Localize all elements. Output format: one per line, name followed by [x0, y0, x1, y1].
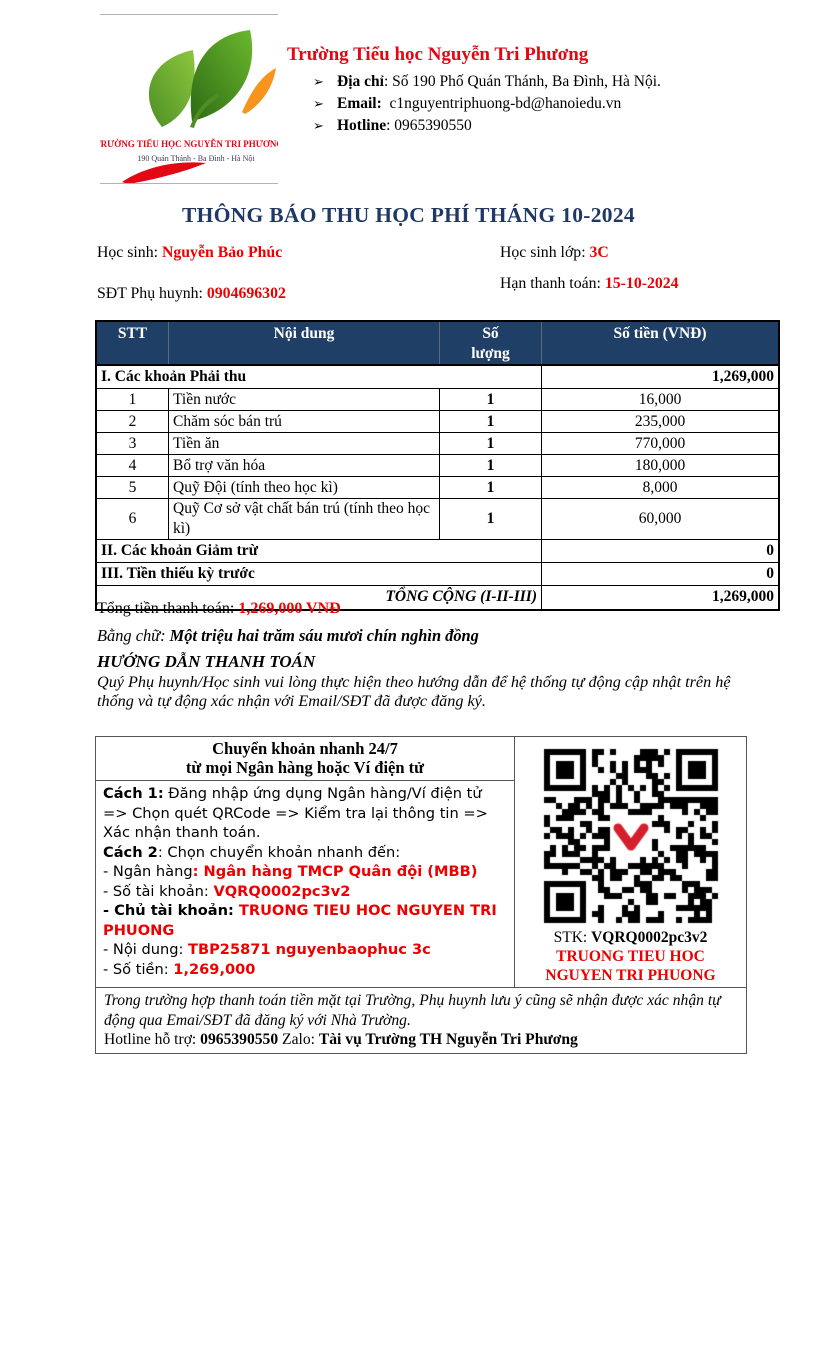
qr-code: [538, 743, 724, 929]
col-header-soluong-text: Số lượng: [471, 325, 510, 362]
item-qty: 1: [440, 433, 542, 455]
account-value: VQRQ0002pc3v2: [213, 882, 351, 900]
fee-table-header-row: [96, 321, 779, 365]
item-stt: 5: [96, 477, 169, 499]
section2-label: II. Các khoản Giảm trừ: [96, 539, 542, 562]
student-name-line: [97, 244, 282, 262]
red-swoosh-icon: [122, 162, 206, 183]
email-value: c1nguyentriphuong-bd@hanoiedu.vn: [389, 95, 622, 112]
payment-title-line1: Chuyển khoản nhanh 24/7: [212, 739, 398, 758]
student-class-line: [500, 244, 609, 262]
item-stt: 6: [96, 499, 169, 540]
col-header-soluong: [440, 321, 542, 365]
student-name-value: Nguyễn Bảo Phúc: [161, 244, 283, 261]
total-amount: 1,269,000: [542, 585, 780, 610]
zalo-label: Zalo:: [278, 1031, 319, 1048]
memo-label: - Nội dung:: [103, 941, 189, 959]
amount-label: - Số tiền:: [103, 960, 174, 978]
method2-label: Cách 2: [103, 843, 158, 861]
total-label: TỔNG CỘNG (I-II-III): [96, 585, 542, 610]
leaf-left-icon: [149, 50, 195, 127]
leaf-right-icon: [191, 30, 252, 121]
qr-panel: [515, 737, 747, 988]
due-date-value: 15-10-2024: [604, 275, 679, 292]
section1-amount: 1,269,000: [542, 365, 780, 389]
hotline-value: 0965390550: [394, 117, 472, 134]
item-name: Quỹ Đội (tính theo học kì): [169, 477, 440, 499]
item-amount: 180,000: [542, 455, 780, 477]
bank-value: : Ngân hàng TMCP Quân đội (MBB): [192, 863, 478, 881]
section3-amount: 0: [542, 562, 780, 585]
method1-text: Đăng nhập ứng dụng Ngân hàng/Ví điện tử => Chọn quét QRCode => Kiểm tra lại thông tin => Xác nhận thanh toán.: [103, 785, 488, 842]
table-row: [96, 455, 779, 477]
amount-in-words-line: [97, 626, 479, 646]
parent-phone-line: [97, 285, 286, 303]
school-logo: [100, 14, 278, 184]
due-date-line: [500, 274, 700, 294]
item-amount: 8,000: [542, 477, 780, 499]
total-payment-value: 1,269,000 VNĐ: [238, 600, 341, 617]
item-stt: 1: [96, 389, 169, 411]
sep: :: [383, 73, 393, 90]
item-name: Bổ trợ văn hóa: [169, 455, 440, 477]
table-row: [96, 389, 779, 411]
arrow-bullet-icon: ➢: [313, 118, 324, 133]
address-label: Địa chỉ: [337, 73, 384, 90]
method1-label: Cách 1:: [103, 785, 164, 803]
item-qty: 1: [440, 389, 542, 411]
section2-amount: 0: [542, 539, 780, 562]
col-header-sotien: Số tiền (VNĐ): [542, 321, 780, 365]
amount-in-words-value: Một triệu hai trăm sáu mươi chín nghìn đồng: [169, 626, 479, 645]
item-qty: 1: [440, 477, 542, 499]
logo-school-name: TRƯỜNG TIỂU HỌC NGUYỄN TRI PHƯƠNG: [100, 139, 278, 149]
payment-instructions: [96, 781, 515, 988]
item-name: Quỹ Cơ sở vật chất bán trú (tính theo học kì): [169, 499, 440, 540]
school-logo-icon: [100, 15, 278, 183]
arrow-bullet-icon: ➢: [313, 96, 324, 111]
item-stt: 2: [96, 411, 169, 433]
item-amount: 60,000: [542, 499, 780, 540]
payment-title-line2: từ mọi Ngân hàng hoặc Ví điện tử: [185, 758, 425, 777]
amount-value: 1,269,000: [173, 960, 256, 978]
student-name-label: Học sinh:: [97, 244, 162, 261]
arrow-bullet-icon: ➢: [313, 74, 324, 89]
table-row: [96, 433, 779, 455]
email-label: Email:: [337, 95, 382, 112]
qr-stk-value: VQRQ0002pc3v2: [591, 929, 708, 946]
method2-text: : Chọn chuyển khoản nhanh đến:: [157, 843, 401, 861]
qr-owner-line1: TRUONG TIEU HOC: [556, 948, 705, 965]
section1-label: I. Các khoản Phải thu: [96, 365, 542, 389]
cash-payment-note: Trong trường hợp thanh toán tiền mặt tại Trường, Phụ huynh lưu ý cũng sẽ nhận được xác nhận tự động qua Emai/SĐT đã đăng ký với Nhà Trường.: [104, 992, 721, 1029]
item-stt: 3: [96, 433, 169, 455]
item-amount: 16,000: [542, 389, 780, 411]
payment-box-title: [96, 737, 515, 781]
section-row-giam-tru: [96, 539, 779, 562]
qr-stk-label: STK:: [553, 929, 592, 946]
page-title: THÔNG BÁO THU HỌC PHÍ THÁNG 10-2024: [182, 203, 635, 227]
support-hotline-value: 0965390550: [200, 1031, 279, 1048]
student-class-label: Học sinh lớp:: [500, 244, 590, 261]
col-header-noidung: Nội dung: [169, 321, 440, 365]
owner-value: TRUONG TIEU HOC NGUYEN TRI PHUONG: [103, 902, 497, 939]
sep: [382, 95, 390, 112]
due-date-label: Hạn thanh toán:: [500, 275, 605, 292]
item-qty: 1: [440, 455, 542, 477]
item-name: Tiền ăn: [169, 433, 440, 455]
sep: :: [386, 117, 395, 134]
table-row: [96, 477, 779, 499]
amount-in-words-label: Bằng chữ:: [97, 626, 170, 645]
parent-phone-value: 0904696302: [206, 285, 286, 302]
address-value: Số 190 Phố Quán Thánh, Ba Đình, Hà Nội.: [392, 73, 661, 90]
item-name: Chăm sóc bán trú: [169, 411, 440, 433]
qr-account-line: [517, 929, 744, 947]
qr-owner-line2: NGUYEN TRI PHUONG: [545, 967, 716, 984]
table-row: [96, 499, 779, 540]
item-amount: 235,000: [542, 411, 780, 433]
contact-hotline: [313, 115, 783, 136]
payment-note: [96, 988, 747, 1054]
total-payment-line: [97, 600, 341, 618]
section3-label: III. Tiền thiếu kỳ trước: [96, 562, 542, 585]
memo-value: TBP25871 nguyenbaophuc 3c: [188, 941, 431, 959]
account-label: - Số tài khoản:: [103, 882, 214, 900]
school-name: Trường Tiểu học Nguyễn Tri Phương: [287, 44, 589, 65]
logo-address: 190 Quán Thánh - Ba Đình - Hà Nội: [137, 154, 255, 163]
item-name: Tiền nước: [169, 389, 440, 411]
table-row: [96, 411, 779, 433]
bank-label: - Ngân hàng: [103, 863, 193, 881]
item-amount: 770,000: [542, 433, 780, 455]
col-header-stt: STT: [96, 321, 169, 365]
item-qty: 1: [440, 411, 542, 433]
zalo-value: Tài vụ Trường TH Nguyễn Tri Phương: [318, 1031, 578, 1048]
total-payment-label: Tổng tiền thanh toán:: [97, 600, 239, 617]
support-hotline-label: Hotline hỗ trợ:: [104, 1031, 201, 1048]
student-class-value: 3C: [589, 244, 609, 261]
fee-table: [95, 320, 780, 611]
item-qty: 1: [440, 499, 542, 540]
item-stt: 4: [96, 455, 169, 477]
payment-guide-title: HƯỚNG DẪN THANH TOÁN: [97, 652, 316, 671]
hotline-label: Hotline: [337, 117, 387, 134]
contact-address: [313, 71, 783, 92]
parent-phone-label: SĐT Phụ huynh:: [97, 285, 207, 302]
payment-box: [95, 736, 747, 1054]
payment-guide-text: Quý Phụ huynh/Học sinh vui lòng thực hiện theo hướng dẫn để hệ thống tự động cập nhật trên hệ thống và tự động xác nhận với Email/SĐT đã được đăng ký.: [97, 673, 731, 710]
contact-email: [313, 93, 783, 114]
section-row-phai-thu: [96, 365, 779, 389]
owner-label: - Chủ tài khoản:: [103, 902, 239, 920]
section-row-thieu-ky-truoc: [96, 562, 779, 585]
